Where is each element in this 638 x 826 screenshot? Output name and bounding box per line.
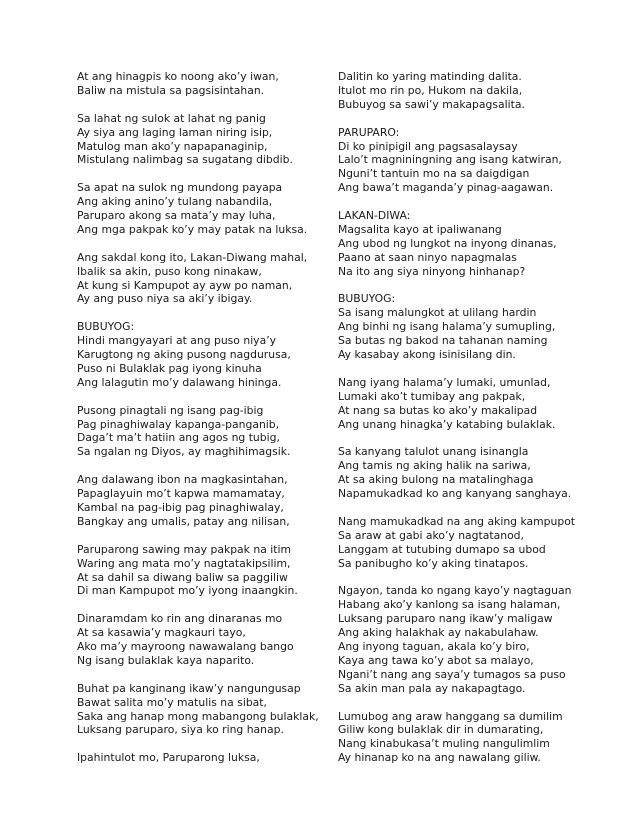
poem-line: Lumaki ako’t tumibay ang pakpak,	[338, 389, 526, 403]
poem-line: Saka ang hanap mong mabangong bulaklak,	[77, 709, 319, 723]
poem-line: Nang iyang halama’y lumaki, umunlad,	[338, 375, 551, 389]
poem-line: Sa araw at gabi ako’y nagtatanod,	[338, 528, 524, 542]
stanza	[338, 710, 603, 766]
stanza	[77, 112, 322, 168]
stanza	[77, 751, 322, 765]
poem-line: Ako ma’y mayroong nawawalang bango	[77, 640, 294, 654]
poem-line: Sa butas ng bakod na tahanan naming	[338, 334, 548, 348]
poem-line: Nang kinabukasa’t muling nangulimlim	[338, 737, 550, 751]
poem-line: Sa apat na sulok ng mundong payapa	[77, 181, 283, 195]
poem-line: Sa isang malungkot at ulilang hardin	[338, 306, 537, 320]
poem-line: Lalo’t magniningning ang isang katwiran,	[338, 153, 562, 167]
poem-line: BUBUYOG:	[77, 320, 135, 334]
stanza	[338, 584, 603, 695]
poem-line: LAKAN-DIWA:	[338, 209, 411, 223]
poem-line: Ang binhi ng isang halama’y sumupling,	[338, 320, 556, 334]
poem-line: Sa akin man pala ay nakapagtago.	[338, 681, 526, 695]
poem-line: At ang hinagpis ko noong ako’y iwan,	[77, 70, 279, 83]
stanza	[338, 515, 603, 571]
poem-line: Nang mamukadkad na ang aking kampupot	[338, 514, 576, 528]
poem-line: Bubuyog sa sawi’y makapagsalita.	[338, 97, 525, 111]
poem-line: Hindi mangyayari at ang puso niya’y	[77, 334, 277, 348]
poem-line: Kambal na pag-ibig pag pinaghiwalay,	[77, 501, 284, 514]
poem-line: Bawat salita mo’y matulis na sibat,	[77, 695, 267, 709]
stanza	[338, 292, 603, 362]
poem-line: Ng isang bulaklak kaya naparito.	[77, 653, 255, 667]
poem-line: Ang unang hinagka’y katabing bulaklak.	[338, 417, 556, 431]
right-column	[338, 70, 603, 779]
poem-line: Ang ubod ng lungkot na inyong dinanas,	[338, 236, 557, 250]
stanza	[77, 181, 322, 237]
poem-line: Matulog man ako’y napapanaginip,	[77, 139, 268, 153]
stanza	[77, 682, 322, 738]
poem-line: Ang dalawang ibon na magkasintahan,	[77, 473, 288, 487]
poem-line: Di ko pinipigil ang pagsasalaysay	[338, 139, 518, 153]
poem-line: Bangkay ang umalis, patay ang nilisan,	[77, 514, 290, 528]
poem-line: Ang aking anino’y tulang nabandila,	[77, 195, 273, 209]
poem-line: Paano at saan ninyo napagmalas	[338, 250, 517, 264]
poem-line: Sa panibugho ko’y aking tinatapos.	[338, 556, 529, 570]
poem-line: Itulot mo rin po, Hukom na dakila,	[338, 83, 523, 97]
poem-line: Luksang paruparo nang ikaw’y maligaw	[338, 612, 553, 626]
poem-line: Sa ngalan ng Diyos, ay maghihimagsik.	[77, 445, 291, 459]
poem-line: Mistulang nalimbag sa sugatang dibdib.	[77, 153, 293, 167]
stanza	[77, 320, 322, 390]
poem-line: At nang sa butas ko ako’y makalipad	[338, 403, 538, 417]
stanza	[338, 70, 603, 112]
poem-line: Paruparong sawing may pakpak na itim	[77, 542, 292, 556]
poem-line: Pusong pinagtali ng isang pag-ibig	[77, 403, 264, 417]
poem-line: Ngayon, tanda ko ngang kayo’y nagtaguan	[338, 584, 572, 598]
poem-line: Buhat pa kanginang ikaw’y nangungusap	[77, 681, 301, 695]
poem-line: Baliw na mistula sa pagsisintahan.	[77, 83, 265, 97]
poem-line: Ngani’t nang ang saya’y tumagos sa puso	[338, 667, 566, 681]
poem-line: Ang sakdal kong ito, Lakan-Diwang mahal,	[77, 250, 308, 264]
left-column	[77, 70, 322, 779]
poem-line: Luksang paruparo, siya ko ring hanap.	[77, 723, 284, 737]
poem-line: Puso ni Bulaklak pag iyong kinuha	[77, 361, 262, 375]
poem-line: Ay kasabay akong isinisilang din.	[338, 348, 516, 362]
stanza	[77, 251, 322, 307]
poem-line: Ang lalagutin mo’y dalawang hininga.	[77, 375, 282, 389]
poem-line: Ang inyong taguan, akala ko’y biro,	[338, 640, 530, 654]
stanza	[338, 209, 603, 279]
stanza	[77, 473, 322, 529]
poem-line: Sa lahat ng sulok at lahat ng panig	[77, 111, 266, 125]
poem-line: Magsalita kayo at ipaliwanang	[338, 222, 502, 236]
poem-line: Napamukadkad ko ang kanyang sanghaya.	[338, 487, 572, 501]
stanza	[77, 404, 322, 460]
poem-line: Pag pinaghiwalay kapanga-panganib,	[77, 417, 280, 431]
poem-line: Papaglayuin mo’t kapwa mamamatay,	[77, 487, 285, 501]
poem-line: Dalitin ko yaring matinding dalita.	[338, 70, 522, 83]
poem-line: Dinaramdam ko rin ang dinaranas mo	[77, 612, 283, 626]
stanza	[338, 445, 603, 501]
poem-line: Langgam at tutubing dumapo sa ubod	[338, 542, 546, 556]
poem-line: PARUPARO:	[338, 125, 400, 139]
poem-line: At sa kasawia’y magkauri tayo,	[77, 626, 246, 640]
poem-line: Nguni’t tantuin mo na sa daigdigan	[338, 167, 530, 181]
poem-line: At sa aking bulong na matalinghaga	[338, 473, 534, 487]
poem-line: Ang aking halakhak ay nakabulahaw.	[338, 626, 539, 640]
poem-line: Ay hinanap ko na ang nawalang giliw.	[338, 751, 541, 765]
poem-line: Sa kanyang talulot unang isinangla	[338, 445, 529, 459]
poem-line: Ang tamis ng aking halik na sariwa,	[338, 459, 531, 473]
stanza	[338, 126, 603, 196]
poem-line: Paruparo akong sa mata’y may luha,	[77, 209, 276, 223]
poem-line: Na ito ang siya ninyong hinhanap?	[338, 264, 526, 278]
poem-line: Karugtong ng aking pusong nagdurusa,	[77, 348, 291, 362]
poem-line: BUBUYOG:	[338, 292, 396, 306]
poem-line: Ay siya ang laging laman niring isip,	[77, 125, 273, 139]
poem-line: Waring ang mata mo’y nagtatakipsilim,	[77, 556, 291, 570]
poem-line: Habang ako’y kanlong sa isang halaman,	[338, 598, 561, 612]
poem-line: At sa dahil sa diwang baliw sa paggiliw	[77, 570, 288, 584]
stanza	[77, 543, 322, 599]
poem-line: Ang mga pakpak ko’y may patak na luksa.	[77, 222, 308, 236]
poem-line: Kaya ang tawa ko’y abot sa malayo,	[338, 653, 534, 667]
poem-line: Ay ang puso niya sa aki’y ibigay.	[77, 292, 253, 306]
poem-line: Ipahintulot mo, Paruparong luksa,	[77, 751, 260, 765]
poem-line: At kung si Kampupot ay ayw po naman,	[77, 278, 293, 292]
stanza	[77, 70, 322, 98]
poem-line: Di man Kampupot mo’y iyong inaangkin.	[77, 584, 298, 598]
poem-line: Ang bawa’t maganda’y pinag-aagawan.	[338, 181, 554, 195]
stanza	[338, 376, 603, 432]
poem-line: Giliw kong bulaklak dir in dumarating,	[338, 723, 544, 737]
stanza	[77, 612, 322, 668]
poem-line: Ibalik sa akin, puso kong ninakaw,	[77, 264, 262, 278]
poem-line: Daga’t ma’t hatiin ang agos ng tubig,	[77, 431, 280, 445]
poem-line: Lumubog ang araw hanggang sa dumilim	[338, 709, 563, 723]
